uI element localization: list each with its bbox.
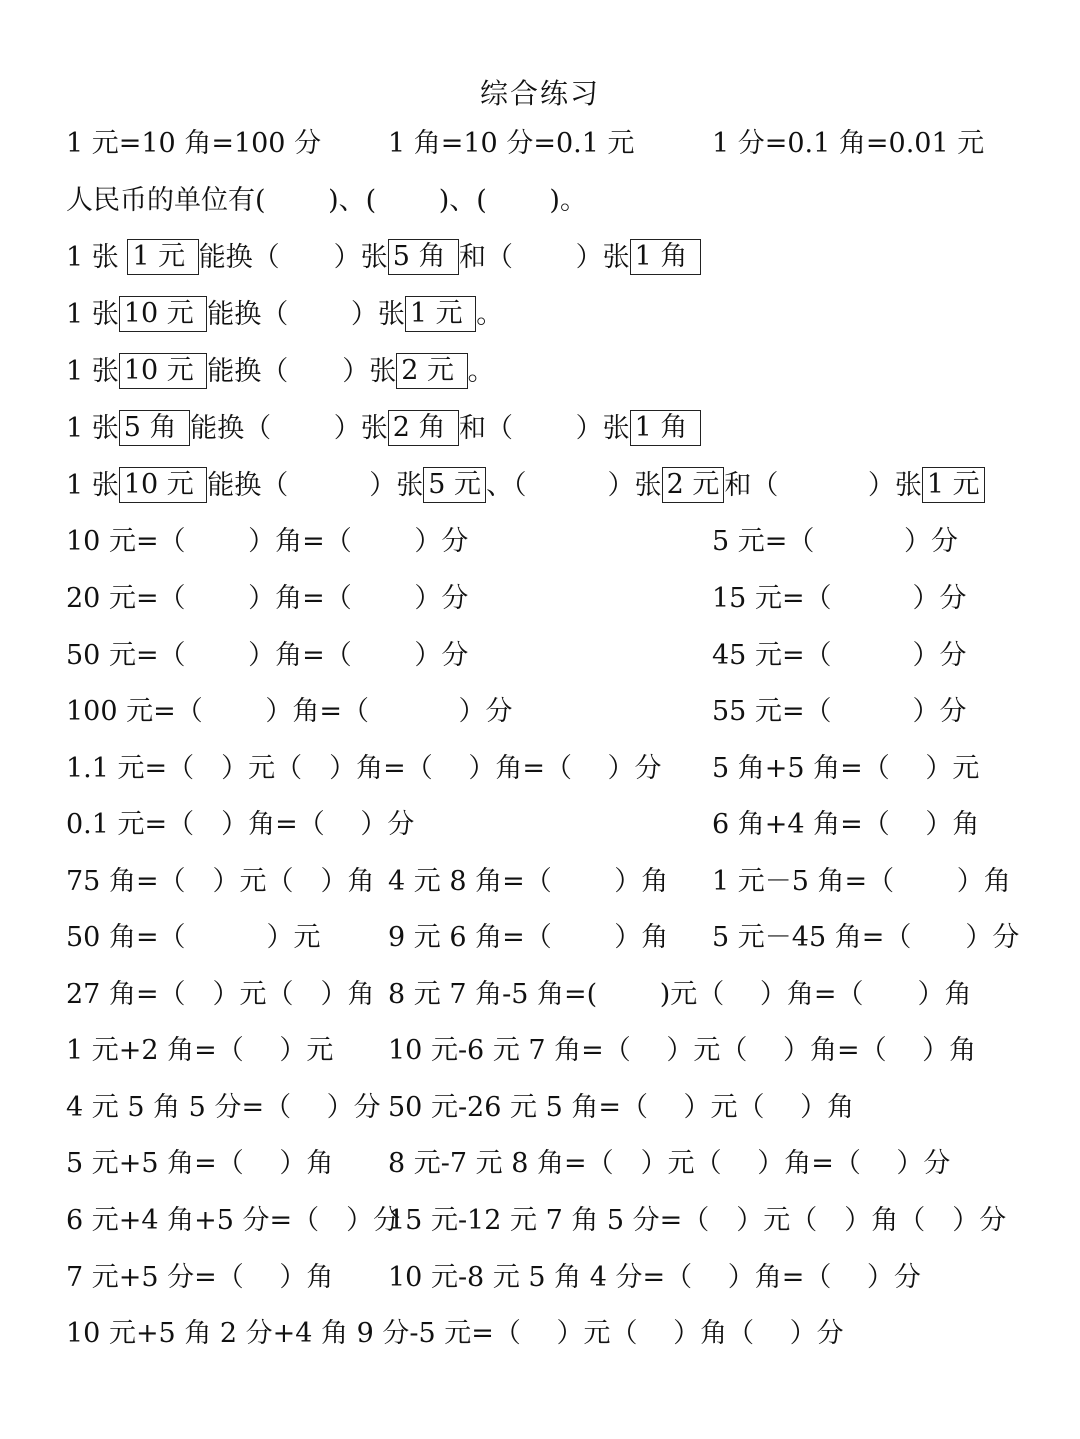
money-box: 2 角 xyxy=(388,410,459,446)
exercise-col2: 50 元-26 元 5 角=（ ）元（ ）角 xyxy=(388,1092,855,1123)
mixed-conversion-right: 5 角+5 角=（ ）元 xyxy=(712,753,980,784)
exercise-col1: 7 元+5 分=（ ）角 xyxy=(66,1262,334,1293)
money-box: 5 角 xyxy=(119,410,190,446)
money-box: 2 元 xyxy=(662,467,725,503)
money-box: 1 元 xyxy=(922,467,985,503)
yuan-conversion-left: 10 元=（ ）角=（ ）分 xyxy=(66,526,469,557)
exercise-row xyxy=(0,1201,1080,1247)
exchange-text: 1 张 1 元 能换（ ）张 5 角 和（ ）张 1 角 xyxy=(66,238,701,278)
exchange-row xyxy=(0,352,1080,398)
conversion-fact-yuan: 1 元=10 角=100 分 xyxy=(66,128,322,159)
money-box: 10 元 xyxy=(119,467,208,503)
exchange-text: 1 张 10 元 能换（ ）张 1 元 。 xyxy=(66,297,504,330)
exercise-row xyxy=(0,1088,1080,1134)
units-question: 人民币的单位有( )、( )、( )。 xyxy=(66,185,587,216)
mixed-conversion-row xyxy=(0,805,1080,851)
exercise-col1: 5 元+5 角=（ ）角 xyxy=(66,1148,334,1179)
exercise-col2: 10 元-8 元 5 角 4 分=（ ）角=（ ）分 xyxy=(388,1262,921,1293)
yuan-conversion-right: 5 元=（ ）分 xyxy=(712,526,958,557)
exchange-text: 1 张 5 角 能换（ ）张 2 角 和（ ）张 1 角 xyxy=(66,409,701,449)
exchange-row xyxy=(0,295,1080,341)
yuan-conversion-right: 45 元=（ ）分 xyxy=(712,640,967,671)
money-box: 5 角 xyxy=(388,239,459,275)
conversion-fact-jiao: 1 角=10 分=0.1 元 xyxy=(388,128,635,159)
exchange-row xyxy=(0,466,1080,512)
mixed-conversion-left: 0.1 元=（ ）角=（ ）分 xyxy=(66,809,415,840)
yuan-conversion-row xyxy=(0,692,1080,738)
exercise-row xyxy=(0,918,1080,964)
yuan-conversion-left: 100 元=（ ）角=（ ）分 xyxy=(66,696,513,727)
exercise-col2: 9 元 6 角=（ ）角 xyxy=(388,922,669,953)
exercise-col2: 8 元 7 角-5 角=( )元（ ）角=（ ）角 xyxy=(388,979,972,1010)
conversion-fact-fen: 1 分=0.1 角=0.01 元 xyxy=(712,128,985,159)
exercise-row xyxy=(0,1144,1080,1190)
money-box: 2 元 xyxy=(396,353,467,389)
exercise-col1: 27 角=（ ）元（ ）角 xyxy=(66,979,375,1010)
exercise-row xyxy=(0,1031,1080,1077)
exercise-col1: 50 角=（ ）元 xyxy=(66,922,321,953)
mixed-conversion-left: 1.1 元=（ ）元（ ）角=（ ）角=（ ）分 xyxy=(66,753,662,784)
exchange-text: 1 张 10 元 能换（ ）张 5 元 、（ ）张 2 元 和（ ）张 1 元 xyxy=(66,466,985,506)
money-box: 10 元 xyxy=(119,296,208,332)
yuan-conversion-right: 55 元=（ ）分 xyxy=(712,696,967,727)
exercise-col3: 1 元－5 角=（ ）角 xyxy=(712,866,1011,897)
exercise-col2: 8 元-7 元 8 角=（ ）元（ ）角=（ ）分 xyxy=(388,1148,951,1179)
money-box: 1 元 xyxy=(127,239,198,275)
exercise-col1: 6 元+4 角+5 分=（ ）分 xyxy=(66,1205,401,1236)
exercise-col2: 15 元-12 元 7 角 5 分=（ ）元（ ）角（ ）分 xyxy=(388,1205,1007,1236)
exercise-col1: 75 角=（ ）元（ ）角 xyxy=(66,866,375,897)
exercise-col2: 10 元-6 元 7 角=（ ）元（ ）角=（ ）角 xyxy=(388,1035,977,1066)
yuan-conversion-row xyxy=(0,522,1080,568)
worksheet-title: 综合练习 xyxy=(479,77,600,110)
exchange-row xyxy=(0,238,1080,284)
money-box: 5 元 xyxy=(423,467,486,503)
units-question-row xyxy=(0,181,1080,227)
exercise-col1: 4 元 5 角 5 分=（ ）分 xyxy=(66,1092,381,1123)
exercise-col3: 5 元－45 角=（ ）分 xyxy=(712,922,1020,953)
yuan-conversion-row xyxy=(0,636,1080,682)
money-box: 1 角 xyxy=(630,239,701,275)
final-exercise: 10 元+5 角 2 分+4 角 9 分-5 元=（ ）元（ ）角（ ）分 xyxy=(66,1318,844,1349)
exercise-row xyxy=(0,975,1080,1021)
yuan-conversion-left: 50 元=（ ）角=（ ）分 xyxy=(66,640,469,671)
yuan-conversion-row xyxy=(0,579,1080,625)
money-box: 10 元 xyxy=(119,353,208,389)
exercise-col1: 1 元+2 角=（ ）元 xyxy=(66,1035,334,1066)
exchange-text: 1 张 10 元 能换（ ）张 2 元 。 xyxy=(66,354,495,387)
mixed-conversion-right: 6 角+4 角=（ ）角 xyxy=(712,809,980,840)
money-box: 1 角 xyxy=(630,410,701,446)
exchange-row xyxy=(0,409,1080,455)
money-box: 1 元 xyxy=(405,296,476,332)
yuan-conversion-right: 15 元=（ ）分 xyxy=(712,583,967,614)
yuan-conversion-left: 20 元=（ ）角=（ ）分 xyxy=(66,583,469,614)
exercise-row xyxy=(0,1258,1080,1304)
conversion-facts-row xyxy=(0,124,1080,170)
exercise-col2: 4 元 8 角=（ ）角 xyxy=(388,866,669,897)
exercise-row xyxy=(0,862,1080,908)
final-exercise-row xyxy=(0,1314,1080,1360)
mixed-conversion-row xyxy=(0,749,1080,795)
